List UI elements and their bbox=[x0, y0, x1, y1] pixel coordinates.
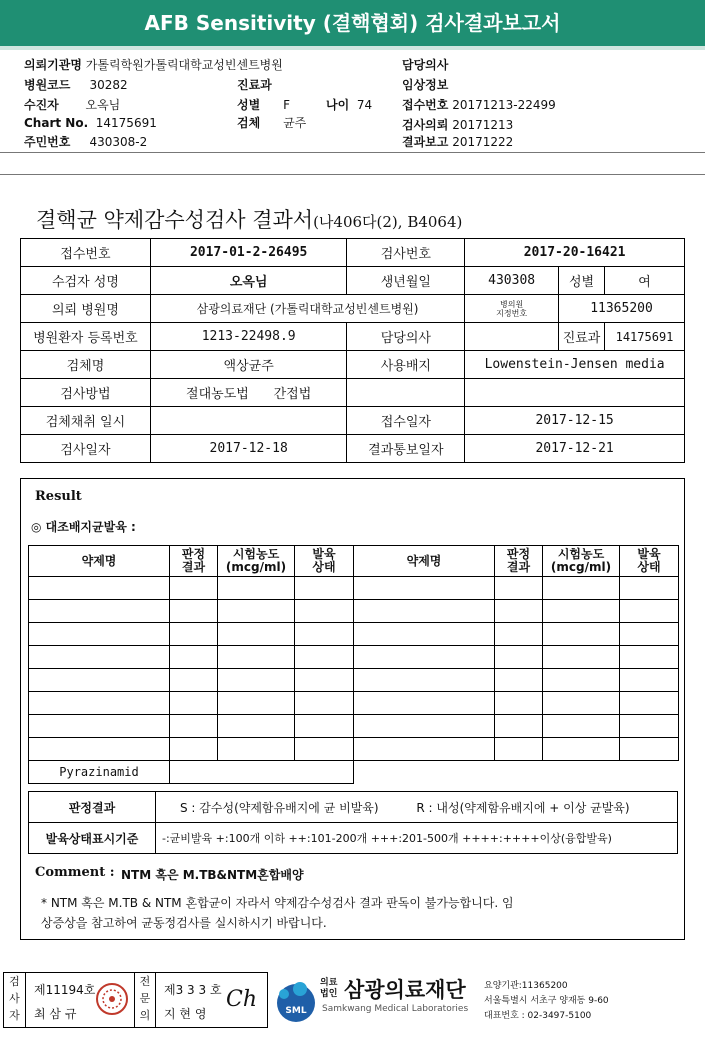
requester-field: 의뢰기관명 가톨릭학원가톨릭대학교성빈센트병원 bbox=[24, 58, 283, 72]
header-divider-1 bbox=[0, 152, 705, 153]
empty-cell bbox=[170, 761, 354, 784]
empty-cell bbox=[495, 623, 543, 646]
hospital-code-field: 병원코드 30282 bbox=[24, 78, 128, 92]
empty-cell bbox=[465, 379, 685, 407]
empty-cell bbox=[354, 646, 495, 669]
test-no-value: 2017-20-16421 bbox=[465, 239, 685, 267]
empty-cell bbox=[354, 692, 495, 715]
empty-cell bbox=[295, 669, 354, 692]
notify-date-label: 결과통보일자 bbox=[347, 435, 465, 463]
empty-cell bbox=[295, 600, 354, 623]
footer bbox=[0, 972, 705, 1032]
report-date-field: 결과보고 20171222 bbox=[402, 135, 514, 149]
empty-cell bbox=[495, 715, 543, 738]
table-row bbox=[21, 295, 685, 323]
result-heading: Result bbox=[35, 489, 82, 504]
empty-cell bbox=[170, 600, 218, 623]
seal-icon bbox=[94, 981, 130, 1017]
department-label: 진료과 bbox=[559, 323, 605, 351]
sex-value: 여 bbox=[605, 267, 685, 295]
drug-rows bbox=[29, 577, 679, 761]
control-growth: ◎ 대조배지균발육 : bbox=[31, 520, 136, 534]
patient-reg-label: 병원환자 등록번호 bbox=[21, 323, 151, 351]
inspector-label: 검사자 bbox=[4, 973, 26, 1027]
drug-name-header: 약제명 bbox=[29, 546, 170, 577]
empty-cell bbox=[295, 692, 354, 715]
specialist-label: 전문의 bbox=[134, 973, 156, 1027]
logo-prefix: 의료 법인 bbox=[320, 978, 338, 999]
empty-cell bbox=[495, 738, 543, 761]
comment-title: NTM 혹은 M.TB&NTM혼합배양 bbox=[121, 868, 304, 882]
empty-cell bbox=[495, 692, 543, 715]
patient-info-table bbox=[20, 238, 685, 463]
department-value: 14175691 bbox=[605, 323, 685, 351]
empty-cell bbox=[29, 577, 170, 600]
empty-cell bbox=[170, 738, 218, 761]
table-row bbox=[29, 646, 679, 669]
empty-cell bbox=[620, 738, 679, 761]
resident-no-field: 주민번호 430308-2 bbox=[24, 135, 148, 149]
table-row bbox=[29, 600, 679, 623]
clinical-info-field: 임상정보 bbox=[402, 78, 449, 92]
empty-cell bbox=[218, 692, 295, 715]
empty-cell bbox=[170, 692, 218, 715]
empty-cell bbox=[543, 577, 620, 600]
empty-cell bbox=[218, 600, 295, 623]
drug-sensitivity-table bbox=[28, 545, 679, 784]
receipt-no-value: 2017-01-2-26495 bbox=[150, 239, 347, 267]
empty-cell bbox=[354, 715, 495, 738]
empty-cell bbox=[620, 600, 679, 623]
specimen-field: 검체 균주 bbox=[237, 116, 307, 130]
receive-date-label: 접수일자 bbox=[347, 407, 465, 435]
receipt-no-label: 접수번호 bbox=[21, 239, 151, 267]
specimen-label: 검체명 bbox=[21, 351, 151, 379]
empty-cell bbox=[218, 646, 295, 669]
empty-cell bbox=[354, 623, 495, 646]
empty-cell bbox=[543, 646, 620, 669]
name-value: 오옥님 bbox=[150, 267, 347, 295]
empty-cell bbox=[620, 646, 679, 669]
method-value: 절대농도법 간접법 bbox=[150, 379, 347, 407]
table-row bbox=[29, 623, 679, 646]
empty-cell bbox=[495, 646, 543, 669]
empty-cell bbox=[29, 715, 170, 738]
report-banner: AFB Sensitivity (결핵협회) 검사결과보고서 bbox=[0, 0, 705, 46]
collector-field: 수진자 오옥님 bbox=[24, 98, 121, 112]
inspector-license: 제11194호 bbox=[34, 983, 96, 997]
empty-cell bbox=[354, 669, 495, 692]
empty-cell bbox=[620, 715, 679, 738]
empty-cell bbox=[218, 577, 295, 600]
org-name-en: Samkwang Medical Laboratories bbox=[322, 1004, 469, 1014]
specialist-license: 제3 3 3 호 bbox=[164, 983, 222, 997]
receipt-no-field: 접수번호 20171213-22499 bbox=[402, 98, 556, 112]
request-hospital-value: 삼광의료재단 (가톨릭대학교성빈센트병원) bbox=[150, 295, 464, 323]
table-row bbox=[21, 323, 685, 351]
empty-cell bbox=[29, 600, 170, 623]
concentration-header: 시험농도 (mcg/ml) bbox=[543, 546, 620, 577]
doctor-field: 담당의사 bbox=[402, 58, 449, 72]
table-row bbox=[29, 577, 679, 600]
table-row bbox=[29, 761, 679, 784]
empty-cell bbox=[620, 577, 679, 600]
table-header-row bbox=[29, 546, 679, 577]
empty-cell bbox=[495, 669, 543, 692]
empty-cell bbox=[620, 623, 679, 646]
header-divider-2 bbox=[0, 174, 705, 175]
name-label: 수검자 성명 bbox=[21, 267, 151, 295]
empty-cell bbox=[218, 669, 295, 692]
empty-cell bbox=[354, 577, 495, 600]
growth-scale-value: -:균비발육 +:100개 이하 ++:101-200개 +++:201-500개 ++++:++++이상(융합발육) bbox=[156, 823, 678, 854]
empty-cell bbox=[218, 715, 295, 738]
result-section bbox=[20, 478, 685, 940]
empty-cell bbox=[354, 600, 495, 623]
signature: Ch bbox=[226, 987, 258, 1012]
empty-cell bbox=[354, 761, 679, 784]
comment-body-line-2: 상증상을 참고하여 균동정검사를 실시하시기 바랍니다. bbox=[41, 916, 327, 930]
medium-value: Lowenstein-Jensen media bbox=[465, 351, 685, 379]
judge-result-value: S : 감수성(약제함유배지에 균 비발육) R : 내성(약제함유배지에 + 이상 균발육) bbox=[156, 792, 678, 823]
hospital-code-label: 병의원 지정번호 bbox=[465, 295, 559, 323]
judge-header: 판정 결과 bbox=[495, 546, 543, 577]
notify-date-value: 2017-12-21 bbox=[465, 435, 685, 463]
sex-field: 성별 F bbox=[237, 98, 290, 112]
patient-reg-value: 1213-22498.9 bbox=[150, 323, 347, 351]
empty-cell bbox=[170, 623, 218, 646]
table-row bbox=[21, 267, 685, 295]
dob-label: 생년월일 bbox=[347, 267, 465, 295]
table-row bbox=[21, 351, 685, 379]
test-date-value: 2017-12-18 bbox=[150, 435, 347, 463]
org-code: 요양기관:11365200 bbox=[484, 981, 568, 991]
growth-header: 발육 상태 bbox=[620, 546, 679, 577]
table-row bbox=[21, 407, 685, 435]
growth-scale-label: 발육상태표시기준 bbox=[29, 823, 156, 854]
empty-cell bbox=[218, 738, 295, 761]
test-no-label: 검사번호 bbox=[347, 239, 465, 267]
empty-cell bbox=[347, 379, 465, 407]
empty-cell bbox=[295, 646, 354, 669]
specimen-value: 액상균주 bbox=[150, 351, 347, 379]
empty-cell bbox=[543, 669, 620, 692]
table-row bbox=[29, 792, 678, 823]
judgement-legend-table bbox=[28, 791, 678, 854]
dob-value: 430308 bbox=[465, 267, 559, 295]
comment-body-line-1: * NTM 혹은 M.TB & NTM 혼합균이 자라서 약제감수성검사 결과 판독이 불가능합니다. 임 bbox=[41, 896, 514, 910]
banner-underline bbox=[0, 46, 705, 50]
judge-header: 판정 결과 bbox=[170, 546, 218, 577]
empty-cell bbox=[543, 715, 620, 738]
method-label: 검사방법 bbox=[21, 379, 151, 407]
empty-cell bbox=[543, 623, 620, 646]
sml-logo-icon: SML bbox=[272, 976, 320, 1024]
doctor-value bbox=[465, 323, 559, 351]
empty-cell bbox=[354, 738, 495, 761]
specialist-name: 지 현 영 bbox=[164, 1007, 207, 1021]
sex-label: 성별 bbox=[559, 267, 605, 295]
hospital-code-value: 11365200 bbox=[559, 295, 685, 323]
chart-no-field: Chart No. 14175691 bbox=[24, 116, 157, 130]
table-row bbox=[29, 669, 679, 692]
growth-header: 발육 상태 bbox=[295, 546, 354, 577]
table-row bbox=[21, 435, 685, 463]
document-title: 결핵균 약제감수성검사 결과서(나406다(2), B4064) bbox=[36, 208, 463, 232]
table-row bbox=[29, 738, 679, 761]
empty-cell bbox=[295, 738, 354, 761]
table-row bbox=[29, 692, 679, 715]
empty-cell bbox=[495, 600, 543, 623]
empty-cell bbox=[170, 646, 218, 669]
empty-cell bbox=[29, 623, 170, 646]
empty-cell bbox=[170, 715, 218, 738]
concentration-header: 시험농도 (mcg/ml) bbox=[218, 546, 295, 577]
request-hospital-label: 의뢰 병원명 bbox=[21, 295, 151, 323]
empty-cell bbox=[170, 669, 218, 692]
empty-cell bbox=[543, 738, 620, 761]
table-row bbox=[29, 715, 679, 738]
doctor-label: 담당의사 bbox=[347, 323, 465, 351]
collect-date-value bbox=[150, 407, 347, 435]
department-field: 진료과 bbox=[237, 78, 272, 92]
empty-cell bbox=[543, 600, 620, 623]
empty-cell bbox=[170, 577, 218, 600]
pyrazinamid-cell: Pyrazinamid bbox=[29, 761, 170, 784]
signature-box bbox=[3, 972, 268, 1028]
judge-result-label: 판정결과 bbox=[29, 792, 156, 823]
empty-cell bbox=[29, 692, 170, 715]
drug-name-header: 약제명 bbox=[354, 546, 495, 577]
comment-label: Comment : bbox=[35, 865, 115, 880]
empty-cell bbox=[295, 623, 354, 646]
empty-cell bbox=[218, 623, 295, 646]
age-field: 나이 74 bbox=[326, 98, 373, 112]
empty-cell bbox=[620, 669, 679, 692]
collect-date-label: 검체채취 일시 bbox=[21, 407, 151, 435]
empty-cell bbox=[295, 577, 354, 600]
medium-label: 사용배지 bbox=[347, 351, 465, 379]
empty-cell bbox=[495, 577, 543, 600]
table-row bbox=[21, 239, 685, 267]
table-row bbox=[29, 823, 678, 854]
receive-date-value: 2017-12-15 bbox=[465, 407, 685, 435]
inspector-name: 최 삼 규 bbox=[34, 1007, 77, 1021]
empty-cell bbox=[620, 692, 679, 715]
table-row bbox=[21, 379, 685, 407]
test-request-field: 검사의뢰 20171213 bbox=[402, 118, 514, 132]
empty-cell bbox=[295, 715, 354, 738]
empty-cell bbox=[29, 738, 170, 761]
empty-cell bbox=[29, 646, 170, 669]
org-name: 삼광의료재단 bbox=[344, 978, 466, 1002]
org-phone: 대표번호 : 02-3497-5100 bbox=[484, 1011, 592, 1021]
org-address: 서울특별시 서초구 양재동 9-60 bbox=[484, 996, 609, 1006]
empty-cell bbox=[543, 692, 620, 715]
test-date-label: 검사일자 bbox=[21, 435, 151, 463]
empty-cell bbox=[29, 669, 170, 692]
